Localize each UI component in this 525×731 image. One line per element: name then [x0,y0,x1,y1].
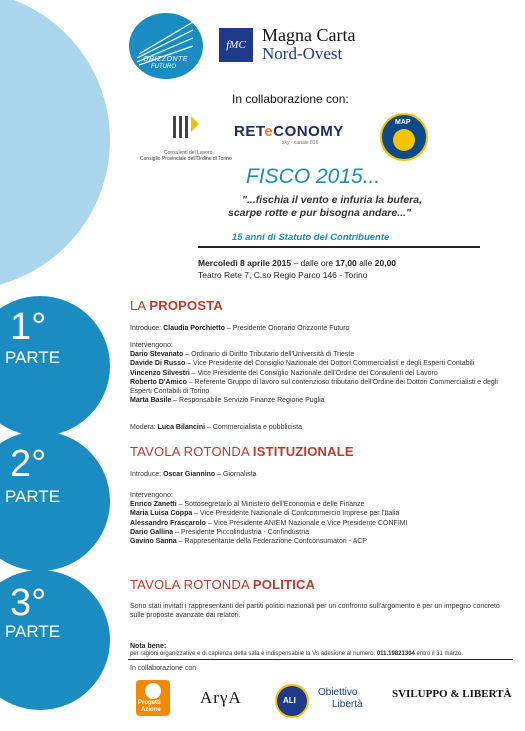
part-1-circle [0,296,110,436]
consulenti-line1: Consulenti del Lavoro [164,150,213,156]
event-time-end: 20,00 [374,258,397,268]
speaker-role: – Presidente Piccolindustria - Confindustria [173,528,309,536]
section1-intro-label: Introduce: [130,325,164,332]
event-quote-line2: scarpe rotte e pur bisogna andare..." [228,207,411,219]
section3-text-line2: sulle proposte avanzate dai relatori. [130,612,241,620]
list-item [130,500,515,509]
section1-moderator-label: Modera: [130,424,158,431]
speaker-name: Maria Luisa Coppa [130,510,193,518]
consulenti-logo [165,112,205,146]
list-item [130,509,515,518]
obiettivo-line1: Obiettivo [318,687,358,698]
magna-carta-title: Magna Carta [262,25,356,45]
collaboration-heading: In collaborazione con: [232,92,349,106]
speaker-name: Alessandro Frascarolo [130,519,206,527]
progetti-line2: Azione [141,707,161,713]
progetti-line1: Progetti [138,700,161,706]
list-item [130,528,515,537]
event-time-prefix: – dalle ore [291,258,336,268]
speaker-name: Davide Di Russo [130,360,186,368]
fmc-mark: fMC [226,39,246,51]
section1-speakers [130,341,515,405]
section3-text-line1: Sono stati invitati i rappresentanti dei partiti politici nazionali per un confronto sull'argomento e per un impegno concreto [130,603,500,610]
speaker-role: – Vice Presidente ANIEM Nazionale e Vice Presidente CONFIMI [205,519,408,527]
list-item [130,537,515,546]
orizzonte-futuro-logo [127,12,205,80]
speaker-role: Esperti Contabili di Torino [130,388,210,396]
part-3-number: 3° [10,582,47,624]
event-time-mid: alle [356,258,375,268]
section2-title [130,444,354,459]
section1-moderator [130,423,302,432]
speaker-name: Dario Stevanato [130,351,184,359]
sviluppo-liberta-logo: SVILUPPO & LIBERTÀ [392,688,512,700]
section2-intro [130,470,256,479]
event-datetime [198,258,396,268]
section1-intro-name: Claudia Porchietto [163,325,225,332]
part-1-number: 1° [10,306,47,348]
speaker-name: Vincenzo Silvestri [130,369,190,377]
section2-intro-name: Oscar Giannino [163,471,216,478]
speaker-role: – Sottosegretario al Ministero dell'Economia e delle Finanze [176,501,365,509]
speaker-name: Roberto D'Amico [130,378,187,386]
part-2-circle [0,431,110,571]
speaker-role: – Vice Presidente del Consiglio Nazionale dell'Ordine dei Consulenti del Lavoro [189,369,438,377]
speaker-name: Gavino Sanna [130,538,177,546]
section3-title-a: TAVOLA ROTONDA [130,577,253,592]
consulenti-icon [165,112,205,146]
footer-collab-label: In collaborazione con [130,665,197,672]
section1-intro [130,324,349,333]
reteconomy-post: CONOMY [273,123,344,140]
section1-title-b: PROPOSTA [149,298,223,313]
section3-title [130,577,315,592]
part-3-circle [0,570,110,710]
footer-divider [128,659,513,660]
section2-intro-label: Introduce: [130,471,164,478]
progetti-azione-logo [136,680,170,716]
event-subtitle: 15 anni di Statuto del Contribuente [232,232,390,243]
ali-label: ALI [283,696,296,705]
event-quote-line1: "...fischia il vento e infuria la bufera, [242,194,423,206]
part-3-label: PARTE [5,622,61,641]
list-item [130,378,515,387]
reteconomy-sub: sky · canale 816 [282,140,319,146]
speaker-name: Dario Gallina [130,528,174,536]
note-label: Nota bene: [130,643,167,650]
fmc-logo-box [219,28,253,62]
speaker-role: – Ordinario di Diritto Tributario dell'Università di Trieste [183,351,355,359]
section3-title-b: POLITICA [252,577,316,592]
speaker-role: – Rappresentante della Federazione Confconsumatori - ACP [176,538,367,546]
speaker-role: – Vice Presidente Nazionale di Confcommercio Imprese per l'Italia [192,510,400,518]
section1-moderator-name: Luca Bilancini [157,424,206,431]
ali-logo [275,684,309,718]
map-logo [380,113,428,161]
speaker-role: – Referente Gruppo di lavoro sul contenzioso tributario dell'Ordine dei Dottori Commercialisti e degli [186,378,498,386]
event-title: FISCO 2015... [246,165,381,188]
part-1-label: PARTE [5,348,61,367]
event-venue: Teatro Rete 7, C.so Regio Parco 146 - Torino [198,270,368,280]
progetti-icon [145,683,161,699]
reteconomy-logo [234,123,344,140]
list-item [130,350,515,359]
list-item [130,359,515,368]
event-time-start: 17,00 [335,258,357,268]
speaker-name: Enrico Zanetti [130,501,177,509]
arya-logo: ArγA [200,688,242,707]
section2-speakers-label: Intervengono: [130,492,173,499]
section1-title [130,298,223,313]
map-logo-label: MAP [395,119,411,126]
obiettivo-liberta-logo [318,687,378,715]
orizzonte-line2: FUTURO [151,64,176,70]
obiettivo-line2: Libertà [332,699,363,710]
note-phone: 011.19821304 [376,651,415,657]
speaker-role: – Responsabile Servizio Finanze Regione Puglia [171,397,325,405]
section1-title-a: LA [130,298,150,313]
list-item [130,519,515,528]
reteconomy-pre: RET [234,123,265,140]
section1-speakers-label: Intervengono: [130,342,173,349]
note-suffix: entro il 31 marzo. [414,651,463,657]
header-divider [198,246,480,248]
list-item [130,387,515,396]
note-text [130,650,463,659]
part-2-label: PARTE [5,487,61,506]
part-2-number: 2° [10,443,47,485]
list-item [130,369,515,378]
section1-intro-role: – Presidente Onorario Orizzonte Futuro [224,325,350,332]
section2-title-a: TAVOLA ROTONDA [130,444,253,459]
note-text-body: per ragioni organizzative e di capienza della sala è indispensabile la Vs adesione al numero: [130,651,377,657]
decorative-circle [0,0,110,290]
section3-text [130,602,515,620]
map-globe-icon [393,129,415,151]
consulenti-line2: Consiglio Provinciale dell'Ordine di Torino [140,156,232,162]
speaker-name: Marta Basile [130,397,172,405]
section2-title-b: ISTITUZIONALE [252,444,354,459]
list-item [130,396,515,405]
reteconomy-e: e [264,123,274,140]
orizzonte-line1: ORIZZONTE [143,56,188,63]
section1-moderator-role: – Commercialista e pubblicista [205,424,302,431]
event-date: Mercoledì 8 aprile 2015 [198,258,292,268]
speaker-role: – Vice Presidente del Consiglio Nazionale dei Dottori Commercialisti e degli Esperti Contabili [185,360,475,368]
section2-intro-role: – Giornalista [215,471,257,478]
section2-speakers [130,491,515,546]
magna-carta-subtitle: Nord-Ovest [262,44,343,63]
